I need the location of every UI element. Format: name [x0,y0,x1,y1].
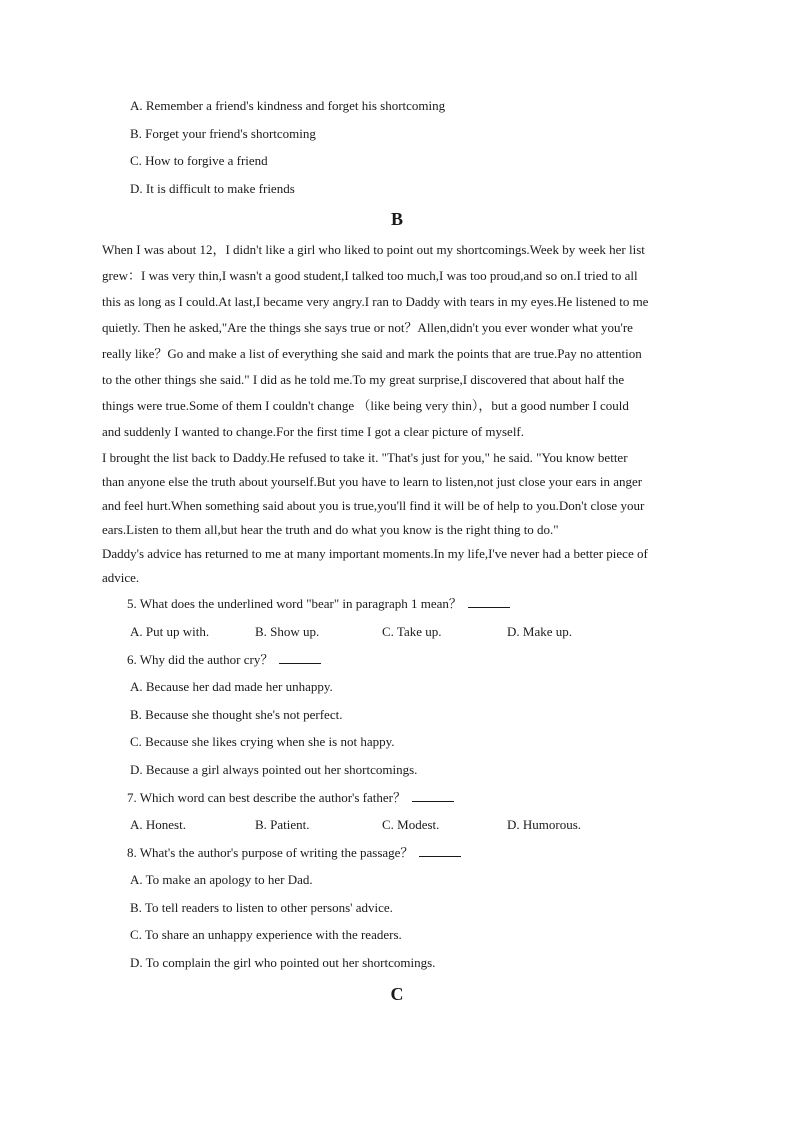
option-b: B. Patient. [255,817,310,832]
option-c: C. Take up. [382,624,442,639]
passage-line: really like？Go and make a list of everything she said and mark the points that are true.Pay no attention [102,346,642,361]
option-d: D. Humorous. [507,817,582,832]
option-b: B. Show up. [255,624,320,639]
passage-paragraph-2 [102,450,692,538]
answer-blank[interactable] [412,790,454,802]
passage-line: When I was about 12，I didn't like a girl who liked to point out my shortcomings.Week by week her list [102,242,645,257]
passage-line: and feel hurt.When something said about you is true,you'll find it will be of help to you.Don't close your [102,498,645,513]
question-text: 7. Which word can best describe the author's father？ [127,790,406,805]
passage-paragraph-3 [102,546,692,586]
option-c: C. Because she likes crying when she is not happy. [130,734,395,749]
section-heading-c: C [390,984,404,1004]
question-text: 8. What's the author's purpose of writing the passage？ [127,845,414,860]
question-8 [127,845,461,861]
passage-line: to the other things she said." I did as he told me.To my great surprise,I discovered that about half the [102,372,625,387]
option-d: D. Make up. [507,624,572,639]
passage-line: than anyone else the truth about yourself.But you have to learn to listen,not just close your ears in anger [102,474,643,489]
option-a: A. Honest. [130,817,186,832]
question-7-options [130,817,650,833]
passage-line: quietly. Then he asked,"Are the things she says true or not？Allen,didn't you ever wonder what you're [102,320,633,335]
question-6 [127,652,321,668]
passage-line: advice. [102,570,140,585]
option-c: C. Modest. [382,817,440,832]
section-heading-b: B [390,209,403,229]
passage-line: things were true.Some of them I couldn't change （like being very thin），but a good number I could [102,398,629,413]
option-d: D. Because a girl always pointed out her shortcomings. [130,762,418,777]
answer-blank[interactable] [419,845,461,857]
passage-line: this as long as I could.At last,I became very angry.I ran to Daddy with tears in my eyes.He listened to me [102,294,649,309]
passage-line: I brought the list back to Daddy.He refused to take it. "That's just for you," he said. "You know better [102,450,628,465]
answer-blank[interactable] [279,652,321,664]
question-5 [127,596,510,612]
option-c: C. How to forgive a friend [130,153,268,168]
option-a: A. Put up with. [130,624,210,639]
passage-paragraph-1 [102,242,692,440]
question-7 [127,790,454,806]
option-d: D. It is difficult to make friends [130,181,295,196]
question-text: 5. What does the underlined word "bear" in paragraph 1 mean？ [127,596,462,611]
option-b: B. Because she thought she's not perfect. [130,707,343,722]
option-a: A. Because her dad made her unhappy. [130,679,333,694]
passage-line: grew：I was very thin,I wasn't a good student,I talked too much,I was too proud,and so on.I tried to all [102,268,638,283]
passage-line: ears.Listen to them all,but hear the truth and do what you know is the right thing to do." [102,522,559,537]
passage-line: and suddenly I wanted to change.For the first time I got a clear picture of myself. [102,424,525,439]
question-5-options [130,624,650,640]
option-b: B. Forget your friend's shortcoming [130,126,316,141]
option-c: C. To share an unhappy experience with the readers. [130,927,402,942]
option-a: A. To make an apology to her Dad. [130,872,313,887]
passage-line: Daddy's advice has returned to me at many important moments.In my life,I've never had a better piece of [102,546,648,561]
option-a: A. Remember a friend's kindness and forget his shortcoming [130,98,446,113]
answer-blank[interactable] [468,596,510,608]
option-d: D. To complain the girl who pointed out her shortcomings. [130,955,436,970]
question-text: 6. Why did the author cry？ [127,652,274,667]
option-b: B. To tell readers to listen to other persons' advice. [130,900,393,915]
